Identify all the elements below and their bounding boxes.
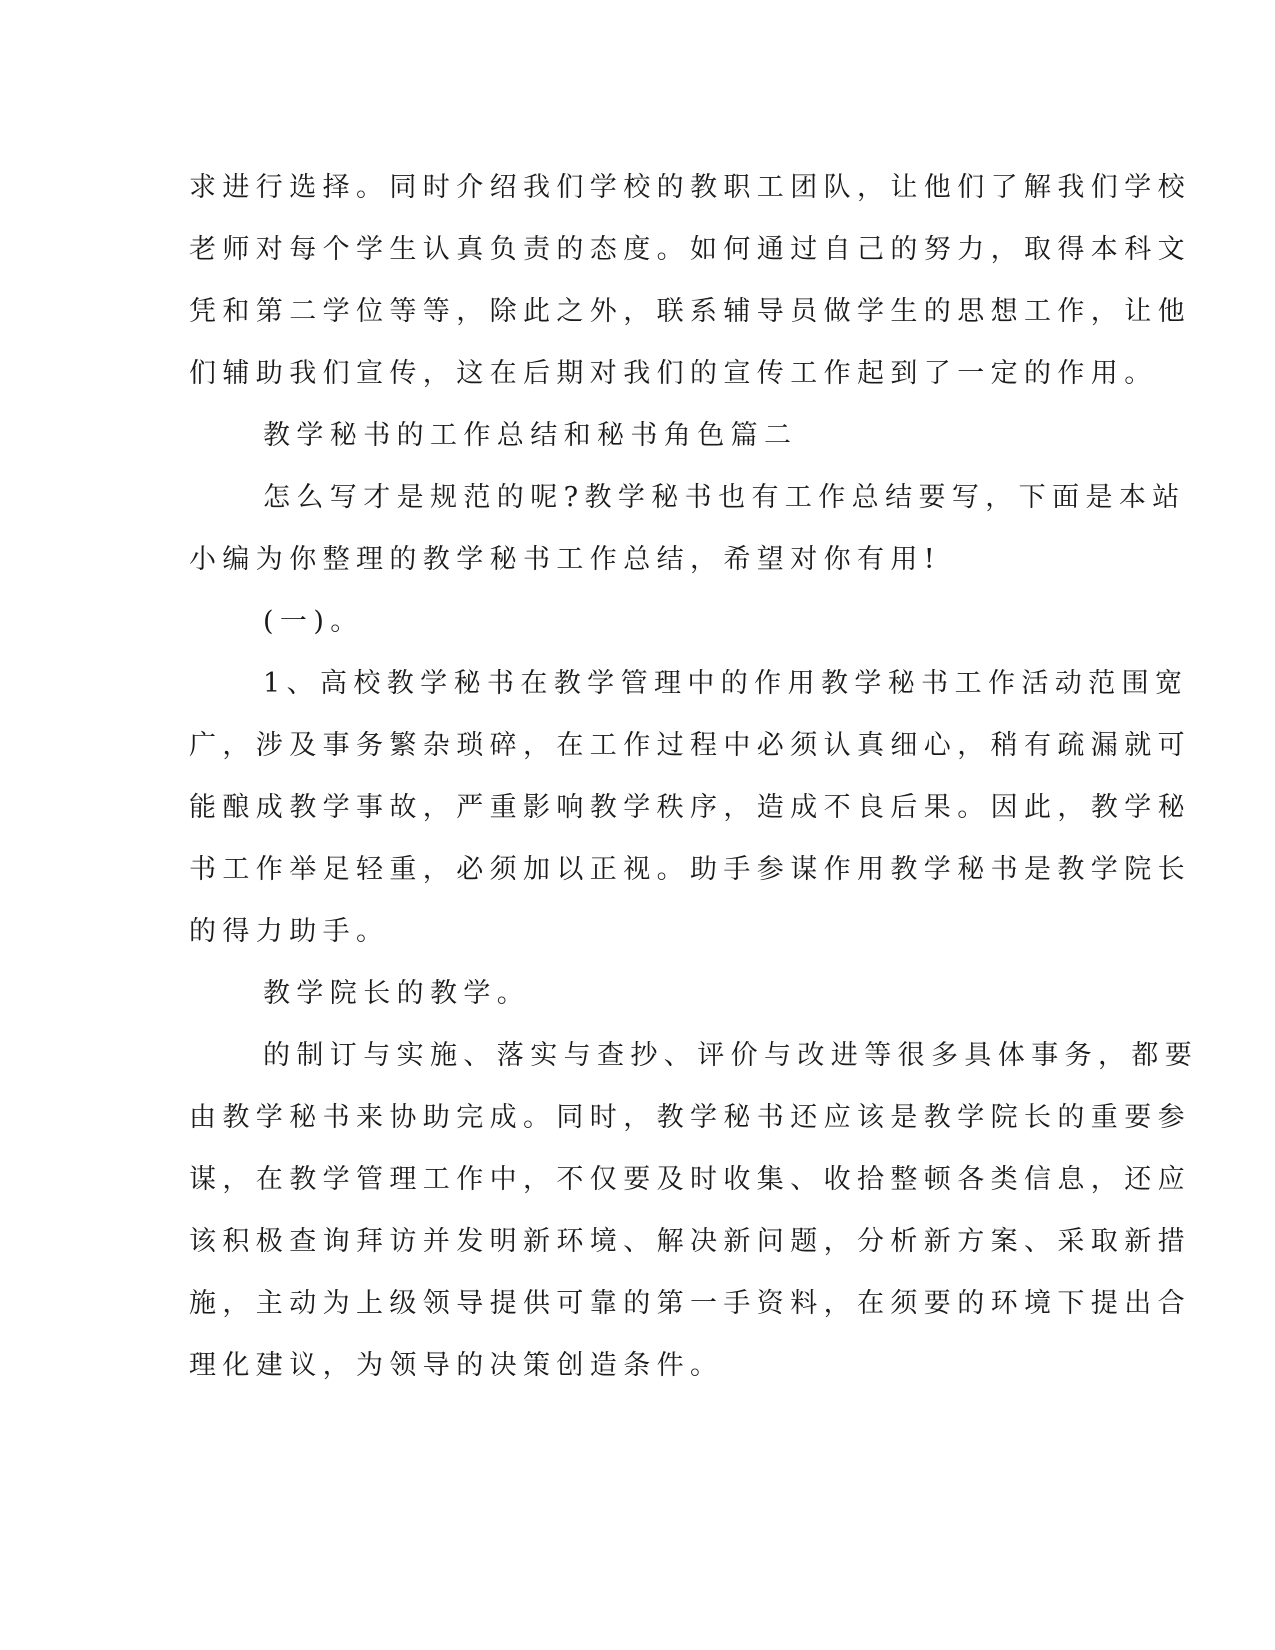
paragraph-line: 由教学秘书来协助完成。同时，教学秘书还应该是教学院长的重要参 [189, 1102, 1191, 1133]
paragraph-line: 施，主动为上级领导提供可靠的第一手资料，在须要的环境下提出合 [189, 1288, 1191, 1319]
paragraph-line: 的制订与实施、落实与查抄、评价与改进等很多具体事务，都要 [263, 1040, 1199, 1071]
paragraph-line: 求进行选择。同时介绍我们学校的教职工团队，让他们了解我们学校 [189, 172, 1191, 203]
paragraph-line: 谋，在教学管理工作中，不仅要及时收集、收拾整顿各类信息，还应 [189, 1164, 1191, 1195]
section-heading: 教学秘书的工作总结和秘书角色篇二 [263, 420, 798, 451]
paragraph-line: 凭和第二学位等等，除此之外，联系辅导员做学生的思想工作，让他 [189, 296, 1191, 327]
paragraph-line: 能酿成教学事故，严重影响教学秩序，造成不良后果。因此，教学秘 [189, 792, 1191, 823]
paragraph-line: 怎么写才是规范的呢?教学秘书也有工作总结要写，下面是本站 [263, 482, 1186, 513]
paragraph-line: 教学院长的教学。 [263, 978, 531, 1009]
paragraph-line: 广，涉及事务繁杂琐碎，在工作过程中必须认真细心，稍有疏漏就可 [189, 730, 1191, 761]
paragraph-line: 们辅助我们宣传，这在后期对我们的宣传工作起到了一定的作用。 [189, 358, 1158, 389]
paragraph-line: 该积极查询拜访并发明新环境、解决新问题，分析新方案、采取新措 [189, 1226, 1191, 1257]
paragraph-line: 小编为你整理的教学秘书工作总结，希望对你有用! [189, 544, 942, 575]
subsection-marker: (一)。 [263, 606, 364, 637]
paragraph-line: 理化建议，为领导的决策创造条件。 [189, 1350, 724, 1381]
paragraph-line: 老师对每个学生认真负责的态度。如何通过自己的努力，取得本科文 [189, 234, 1191, 265]
paragraph-line: 1、高校教学秘书在教学管理中的作用教学秘书工作活动范围宽 [263, 668, 1189, 699]
paragraph-line: 的得力助手。 [189, 916, 390, 947]
paragraph-line: 书工作举足轻重，必须加以正视。助手参谋作用教学秘书是教学院长 [189, 854, 1191, 885]
